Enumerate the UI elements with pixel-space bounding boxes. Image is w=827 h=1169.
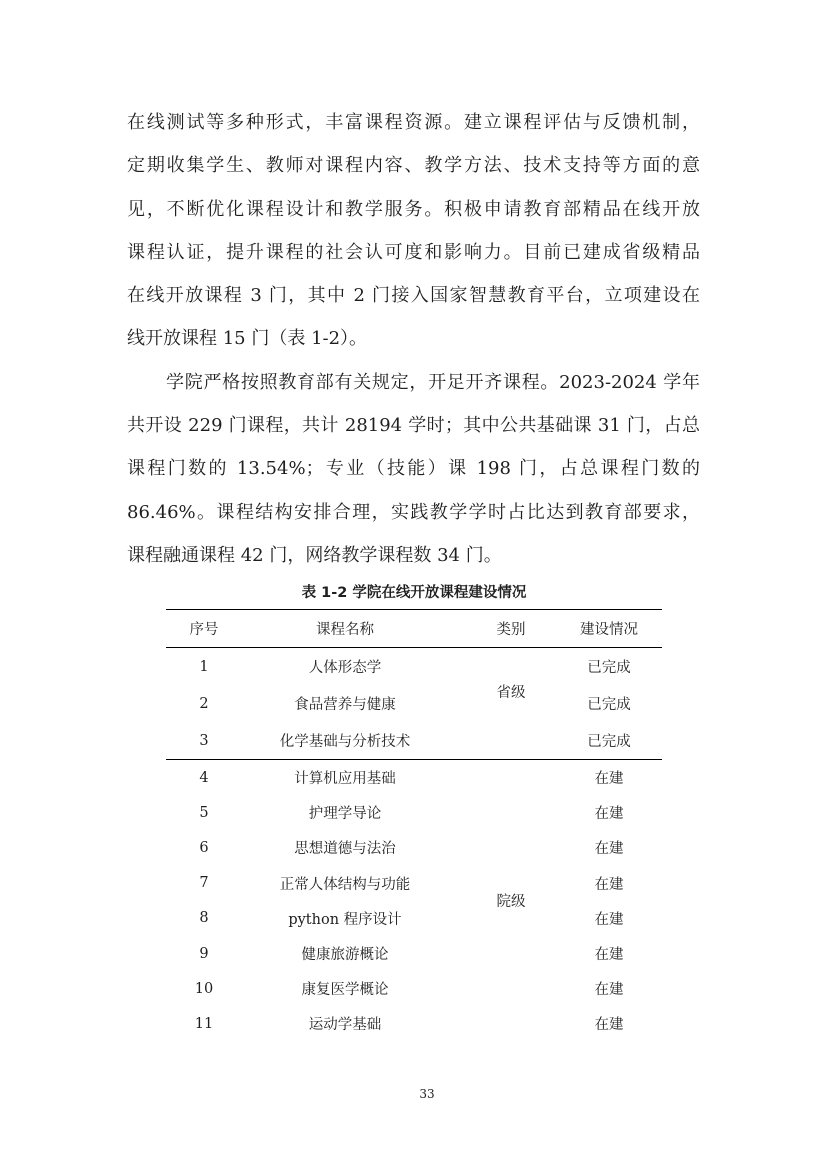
- cell-no: 11: [194, 1015, 214, 1032]
- header-status: 建设情况: [574, 610, 662, 648]
- paragraph-line: 线开放课程 15 门（表 1-2）。: [127, 328, 368, 350]
- table-row: [166, 685, 662, 722]
- table-header-row: [166, 610, 662, 648]
- cell-status: 在建: [594, 841, 624, 858]
- table-row: [166, 936, 662, 971]
- cell-status: 在建: [594, 947, 624, 964]
- table-group-college: [166, 760, 662, 1042]
- cell-status: 在建: [594, 982, 624, 999]
- cell-name: 人体形态学: [308, 660, 382, 676]
- cell-no: 6: [199, 839, 209, 856]
- paragraph-line: 课程融通课程 42 门，网络教学课程数 34 门。: [127, 544, 502, 566]
- paragraph-line: 在线开放课程 3 门，其中 2 门接入国家智慧教育平台，立项建设在: [127, 285, 700, 307]
- paragraph-line: 见，不断优化课程设计和教学服务。积极申请教育部精品在线开放: [127, 198, 700, 220]
- course-table: [166, 609, 662, 1042]
- cell-name: 健康旅游概论: [301, 947, 389, 964]
- cell-status: 在建: [594, 876, 624, 893]
- paragraph-line: 课程门数的 13.54%；专业（技能）课 198 门，占总课程门数的: [127, 458, 700, 480]
- cell-status: 在建: [594, 911, 624, 928]
- cell-name: 正常人体结构与功能: [279, 876, 411, 893]
- cell-category: 省级: [448, 648, 574, 760]
- paragraph-line: 学院严格按照教育部有关规定，开足开齐课程。2023-2024 学年: [166, 371, 700, 393]
- cell-name: 思想道德与法治: [294, 841, 396, 858]
- cell-no: 10: [194, 980, 214, 997]
- table-row: [166, 971, 662, 1006]
- paragraph-line: 共开设 229 门课程，共计 28194 学时；其中公共基础课 31 门，占总: [127, 415, 700, 437]
- cell-no: 8: [199, 910, 209, 927]
- table-row: [166, 722, 662, 760]
- paragraph-line: 定期收集学生、教师对课程内容、教学方法、技术支持等方面的意: [127, 155, 700, 177]
- table-row: [166, 901, 662, 936]
- paragraph-line: 86.46%。课程结构安排合理，实践教学学时占比达到教育部要求，: [127, 501, 700, 523]
- cell-name: 运动学基础: [308, 1017, 382, 1034]
- table-row: [166, 795, 662, 830]
- cell-no: 2: [199, 695, 209, 712]
- header-name: 课程名称: [242, 610, 448, 648]
- body-text: [127, 101, 700, 577]
- table-header: [166, 610, 662, 648]
- table-row: [166, 1006, 662, 1041]
- cell-no: 3: [166, 722, 242, 760]
- cell-name: python 程序设计: [288, 911, 402, 928]
- cell-status: 已完成: [574, 722, 662, 760]
- cell-no: 4: [199, 769, 209, 786]
- cell-status: 已完成: [587, 697, 631, 713]
- cell-status: 在建: [594, 771, 624, 788]
- paragraph-line: 课程认证，提升课程的社会认可度和影响力。目前已建成省级精品: [127, 241, 700, 263]
- cell-no: 7: [199, 875, 209, 892]
- table-row: [166, 866, 662, 901]
- header-category: 类别: [448, 610, 574, 648]
- cell-no: 9: [199, 945, 209, 962]
- cell-status: 在建: [594, 1017, 624, 1034]
- table-group-provincial: [166, 648, 662, 760]
- cell-name: 化学基础与分析技术: [242, 722, 448, 760]
- cell-no: 5: [199, 804, 209, 821]
- cell-no: 1: [199, 658, 209, 675]
- table-row: [166, 760, 662, 796]
- cell-name: 食品营养与健康: [294, 697, 396, 713]
- cell-name: 护理学导论: [308, 806, 382, 823]
- page-number: 33: [419, 1087, 435, 1101]
- table-row: [166, 648, 662, 686]
- table-caption: 表 1-2 学院在线开放课程建设情况: [301, 585, 527, 601]
- cell-status: 已完成: [587, 660, 631, 676]
- header-no: 序号: [166, 610, 242, 648]
- paragraph-line: 在线测试等多种形式，丰富课程资源。建立课程评估与反馈机制，: [127, 112, 700, 133]
- cell-name: 康复医学概论: [301, 982, 389, 999]
- cell-category: 院级: [496, 894, 526, 911]
- table-row: [166, 830, 662, 865]
- cell-status: 在建: [594, 806, 624, 823]
- cell-name: 计算机应用基础: [294, 771, 396, 788]
